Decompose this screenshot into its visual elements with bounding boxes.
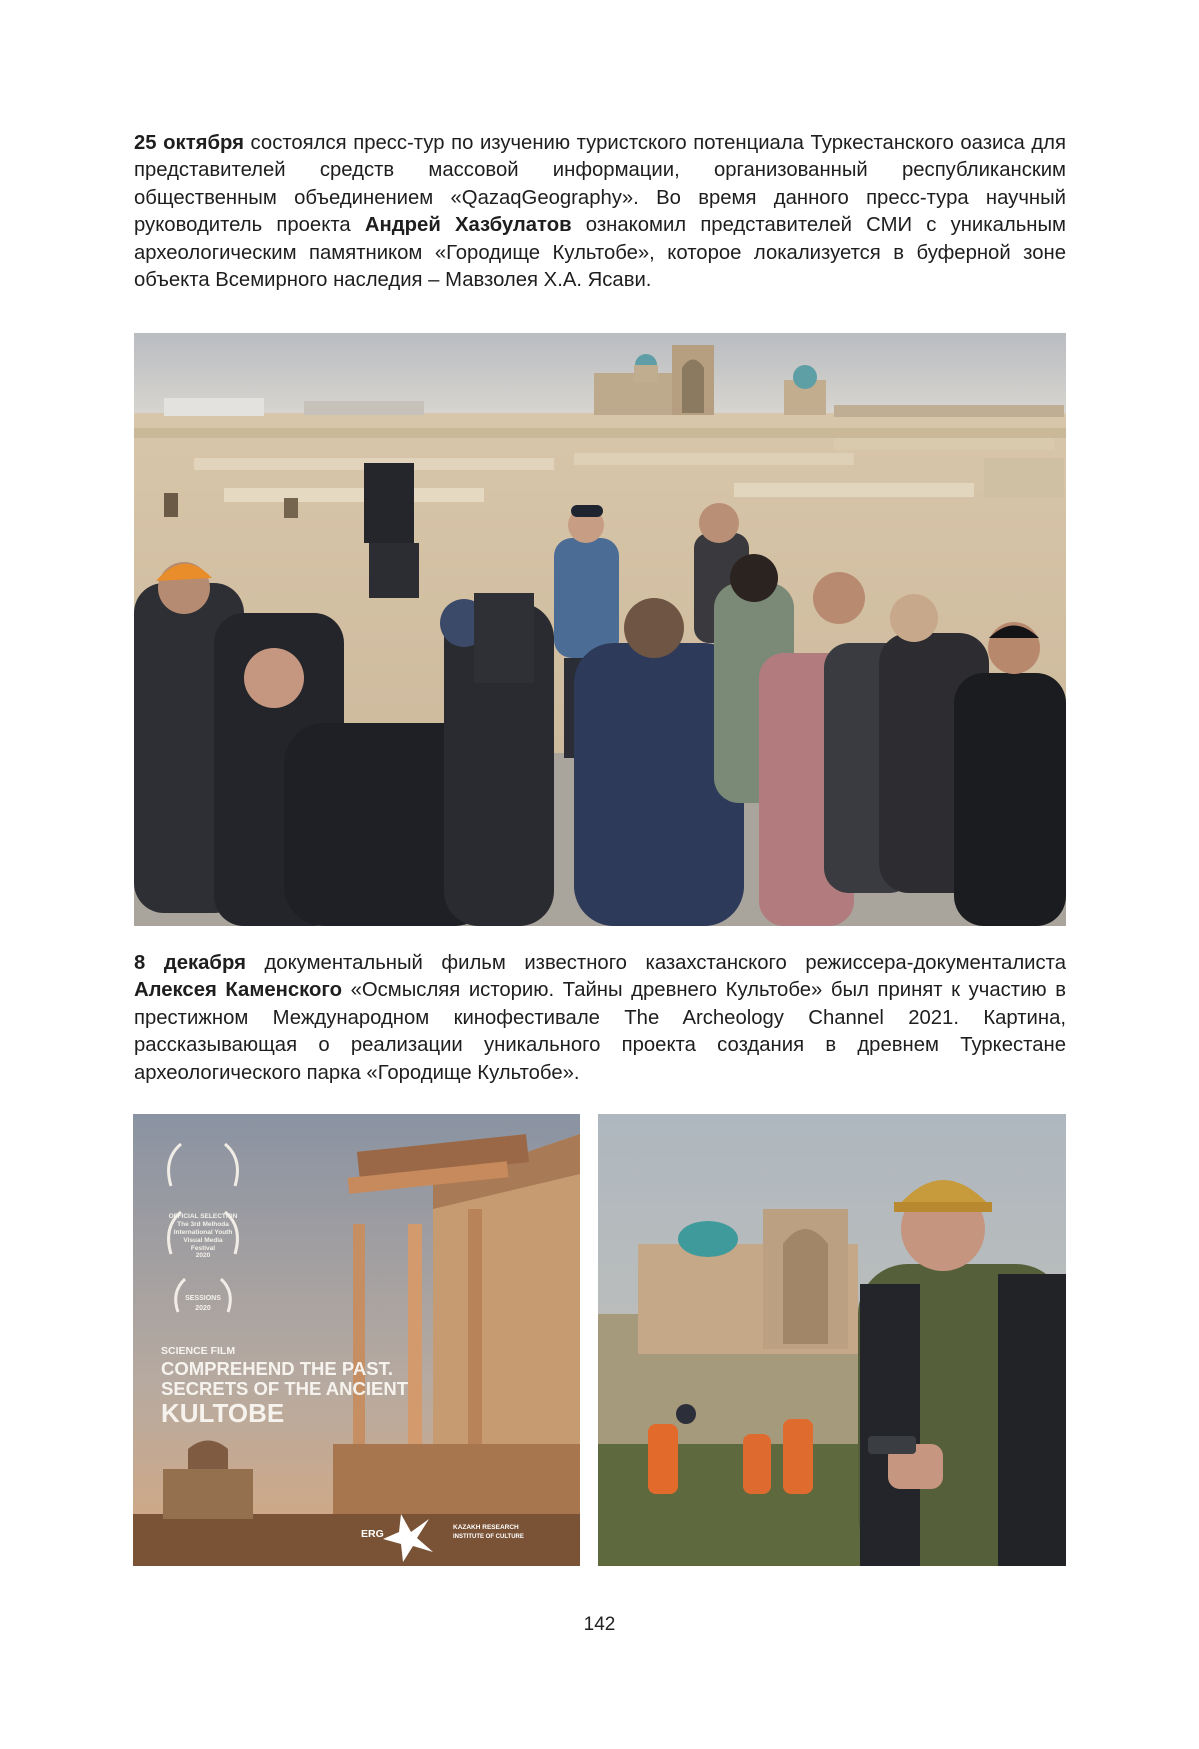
person-name: Алексея Каменского (134, 979, 342, 1002)
poster-title-line: KULTOBE (161, 1398, 285, 1428)
laurel-festival-line: Visual Media (183, 1237, 223, 1244)
film-poster (133, 1114, 580, 1566)
poster-label: SCIENCE FILM (161, 1345, 236, 1357)
paragraph-text: документальный фильм известного казахстанского режиссера-документалиста (245, 952, 1066, 974)
erg-logo: ERG (361, 1528, 384, 1540)
institute-logo-line: KAZAKH RESEARCH (453, 1524, 519, 1531)
poster-title-line: COMPREHEND THE PAST. (161, 1358, 393, 1379)
person-name: Андрей Хазбулатов (364, 214, 572, 237)
date-highlight: 8 декабря (134, 952, 246, 974)
laurel-year: 2020 (195, 1252, 211, 1259)
paragraph-text: состоялся пресс-тур по изучению туристского потенциала Туркестанского оазиса для представителей средств массовой информации, организованный республиканским общественным объединением «QazaqGeography». Во время данного пресс-тура научный руководитель проекта (134, 132, 1067, 237)
press-tour-photo (134, 333, 1066, 926)
paragraph-text: «Осмысляя историю. Тайны древнего Культобе» был принят к участию в престижном Международном кинофестивале The Archeology Channel 2021. Картина, рассказывающая о реализации уникального проекта создания в древнем Туркестане археологического парка «Городище Культобе». (134, 979, 1066, 1084)
paragraph-documentary (134, 950, 1066, 1087)
poster-title-line: SECRETS OF THE ANCIENT (161, 1378, 409, 1399)
laurel-festival-line: Festival (190, 1245, 216, 1252)
laurel-official-label: OFFICIAL SELECTION (168, 1213, 238, 1220)
laurel-sessions-label: SESSIONS (185, 1295, 221, 1302)
laurel-sessions-year: 2020 (195, 1305, 211, 1312)
paragraph-press-tour (134, 130, 1066, 294)
paragraph-text: ознакомил представителей СМИ с уникальным археологическим памятником «Городище Культобе», которое локализуется в буферной зоне объекта Всемирного наследия – Мавзолея Х.А. Ясави. (134, 214, 1066, 292)
page-number: 142 (583, 1614, 616, 1635)
director-portrait-photo (598, 1114, 1066, 1566)
laurel-festival-line: International Youth (173, 1229, 233, 1236)
laurel-festival-line: The 3rd Melhoda (177, 1221, 229, 1228)
date-highlight: 25 октября (134, 132, 244, 154)
institute-logo-line: INSTITUTE OF CULTURE (453, 1534, 524, 1540)
